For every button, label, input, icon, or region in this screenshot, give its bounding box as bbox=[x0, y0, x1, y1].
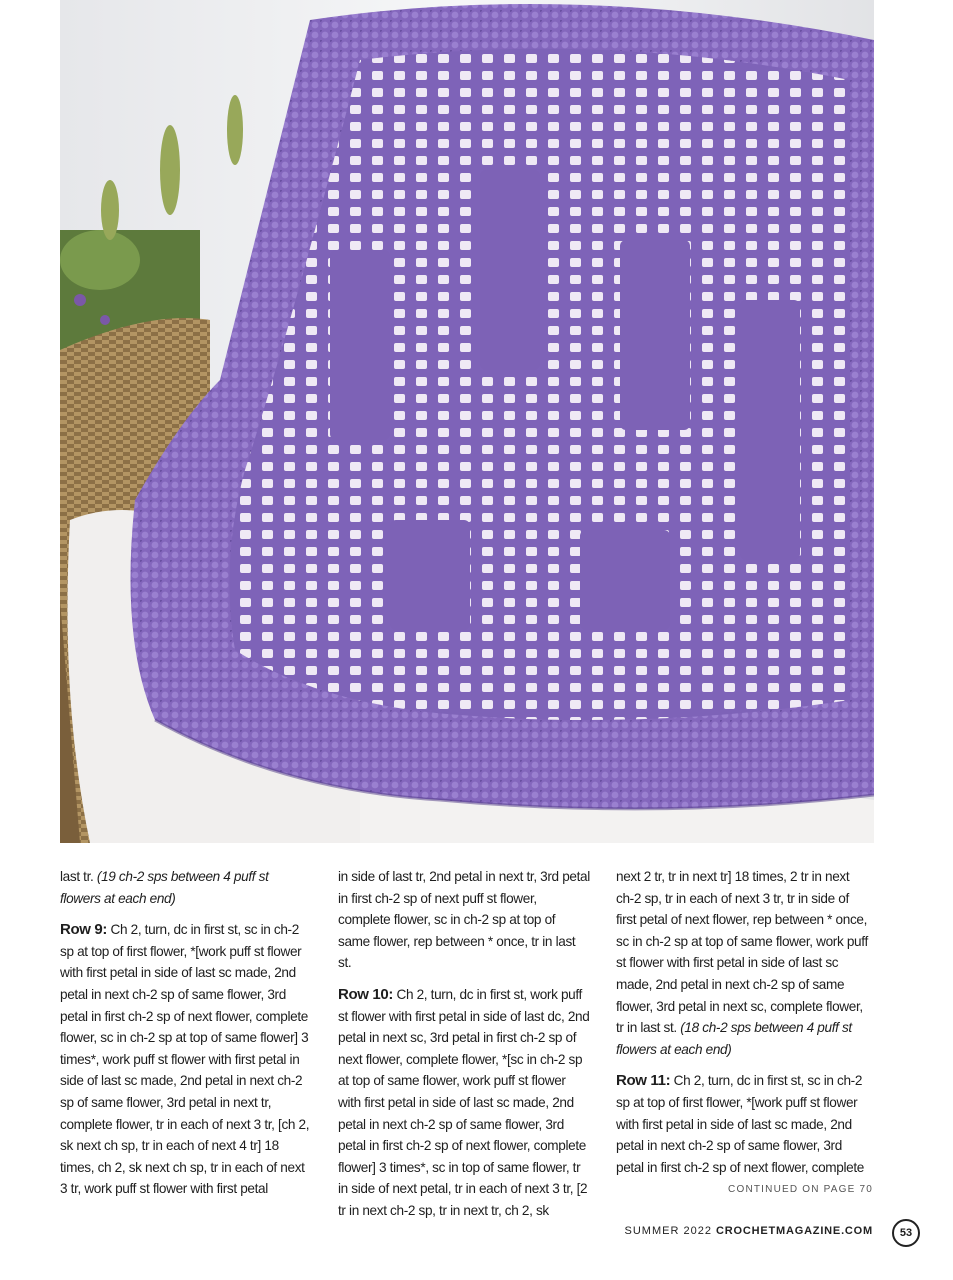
page-number: 53 bbox=[892, 1219, 920, 1247]
row-label: Row 9: bbox=[60, 921, 108, 939]
photo-illustration bbox=[60, 0, 874, 843]
continued-note: CONTINUED ON PAGE 70 bbox=[728, 1184, 873, 1195]
paragraph-row11: Row 11: Ch 2, turn, dc in first st, sc in ch-2 sp at top of first flower, *[work puff st flower with first petal in side of last sc made, 2nd petal in next ch-2 sp of same flower, 3rd petal in first ch-2 sp of next flower, complete bbox=[616, 1072, 864, 1175]
blanket-photo bbox=[60, 0, 874, 843]
paragraph-row8-end: last tr. (19 ch-2 sps between 4 puff st flowers at each end) bbox=[60, 869, 269, 906]
site-name: CROCHETMAGAZINE.COM bbox=[716, 1225, 873, 1237]
row-label: Row 10: bbox=[338, 985, 394, 1003]
paragraph-row10-end: next 2 tr, tr in next tr] 18 times, 2 tr in next ch-2 sp, tr in each of next 3 tr, tr in side of first petal of next flower, rep between * once, sc in ch-2 sp at top of same flower, work puff st flower with first petal in side of last sc made, 2nd petal in next ch-2 sp of same flower, 3rd petal in next sc, complete flower, tr in last st. (18 ch-2 sps between 4 puff st flowers at each end) bbox=[616, 869, 868, 1057]
text-column-1 bbox=[60, 866, 312, 1210]
paragraph-row10: Row 10: Ch 2, turn, dc in first st, work puff st flower with first petal in side of last dc, 2nd petal in next sc, 3rd petal in first ch-2 sp of next flower, complete flower, *[sc in ch-2 sp at top of same flower, work puff st flower with first petal in side of last sc made, 2nd petal in next ch-2 sp of same flower, 3rd petal in first ch-2 sp of next flower, complete flower] 3 times*, sc in top of same flower, tr in side of next petal, tr in each of next 3 tr, [2 tr in next ch-2 sp, tr in next tr, ch 2, sk bbox=[338, 985, 590, 1218]
page-footer: SUMMER 2022 CROCHETMAGAZINE.COM bbox=[624, 1225, 873, 1237]
paragraph-row9-end: in side of last tr, 2nd petal in next tr, 3rd petal in first ch-2 sp of next puff st flower, complete flower, sc in ch-2 sp at top of same flower, rep between * once, tr in last st. bbox=[338, 869, 590, 971]
paragraph-row9: Row 9: Ch 2, turn, dc in first st, sc in ch-2 sp at top of first flower, *[work puff st flower with first petal in side of last sc made, 2nd petal in next ch-2 sp of same flower, 3rd petal in first ch-2 sp of next flower, complete flower, sc in ch-2 sp at top of same flower] 3 times*, work puff st flower with first petal in side of last sc made, 2nd petal in next ch-2 sp of same flower, 3rd petal in next tr, complete flower, tr in each of next 3 tr, [ch 2, sk next ch sp, tr in each of next 4 tr] 18 times, ch 2, sk next ch sp, tr in each of next 3 tr, work puff st flower with first petal bbox=[60, 921, 310, 1197]
text-column-2 bbox=[338, 866, 590, 1232]
text-column-3 bbox=[616, 866, 868, 1188]
row-label: Row 11: bbox=[616, 1072, 671, 1090]
